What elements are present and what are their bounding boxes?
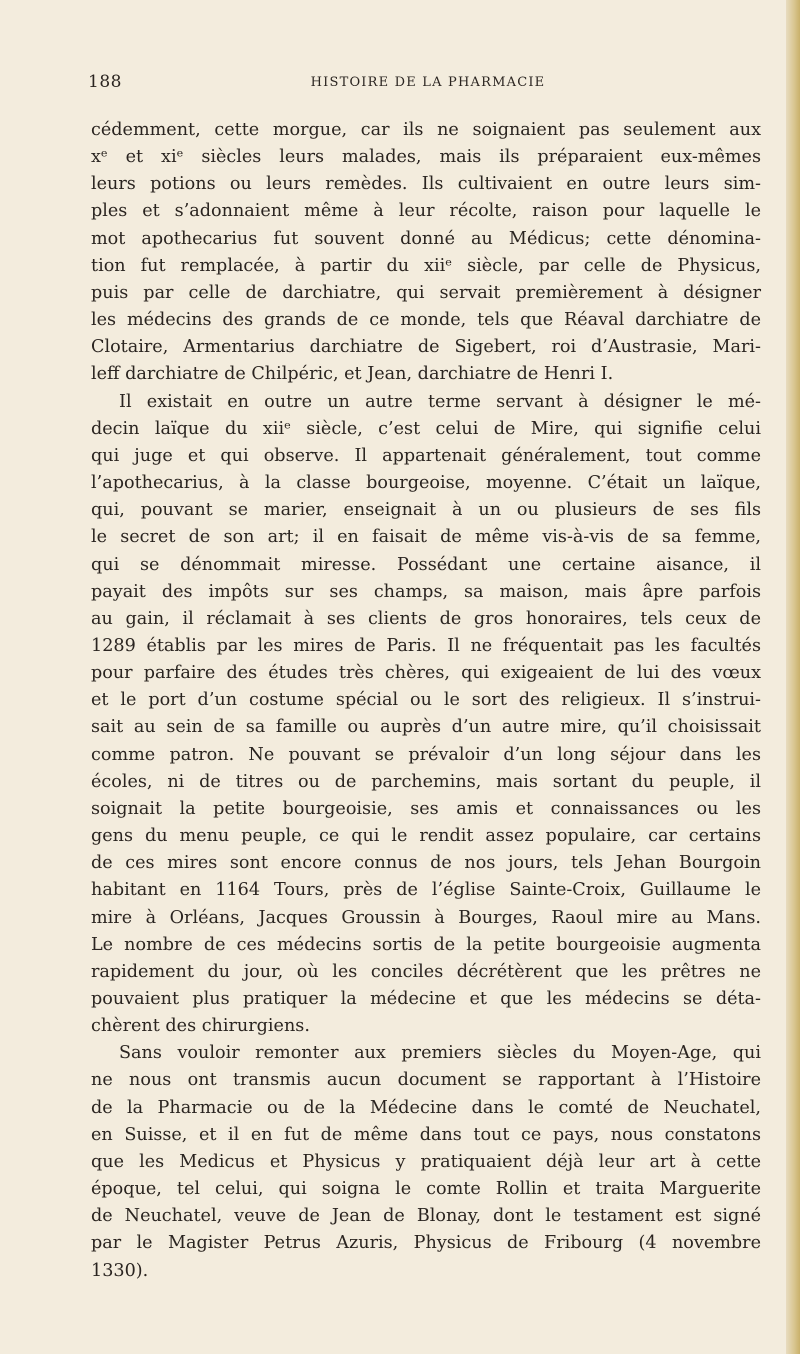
running-head xyxy=(88,72,768,96)
text-line: 1330). xyxy=(91,1260,149,1281)
text-line: leff darchiatre de Chilpéric, et Jean, darchiatre de Henri I. xyxy=(91,364,614,385)
text-line: et le port d’un costume spécial ou le sort des religieux. Il s’instrui- xyxy=(91,690,761,711)
text-line: Clotaire, Armentarius darchiatre de Sigebert, roi d’Austrasie, Mari- xyxy=(91,337,761,358)
text-line: pour parfaire des études très chères, qui exigeaient de lui des vœux xyxy=(91,663,761,684)
text-line: ples et s’adonnaient même à leur récolte, raison pour laquelle le xyxy=(91,201,761,222)
text-line: de Neuchatel, veuve de Jean de Blonay, dont le testament est signé xyxy=(91,1206,761,1227)
text-line: Le nombre de ces médecins sortis de la petite bourgeoisie augmenta xyxy=(91,934,761,955)
text-line: qui se dénommait miresse. Possédant une certaine aisance, il xyxy=(91,554,761,575)
text-line: leurs potions ou leurs remèdes. Ils cultivaient en outre leurs sim- xyxy=(91,174,761,195)
text-line: comme patron. Ne pouvant se prévaloir d’un long séjour dans les xyxy=(91,744,761,765)
text-line: ne nous ont transmis aucun document se rapportant à l’Histoire xyxy=(91,1070,761,1091)
text-line: payait des impôts sur ses champs, sa maison, mais âpre parfois xyxy=(91,581,761,602)
text-line: le secret de son art; il en faisait de même vis-à-vis de sa femme, xyxy=(91,527,761,548)
text-line: chèrent des chirurgiens. xyxy=(91,1016,310,1037)
text-line: mot apothecarius fut souvent donné au Médicus; cette dénomina- xyxy=(91,228,761,249)
text-line: qui, pouvant se marier, enseignait à un ou plusieurs de ses fils xyxy=(91,500,761,521)
text-line: qui juge et qui observe. Il appartenait généralement, tout comme xyxy=(91,445,761,466)
text-line: écoles, ni de titres ou de parchemins, mais sortant du peuple, il xyxy=(91,771,761,792)
text-line: que les Medicus et Physicus y pratiquaient déjà leur art à cette xyxy=(91,1151,761,1172)
running-title: HISTOIRE DE LA PHARMACIE xyxy=(310,75,546,90)
text-line: en Suisse, et il en fut de même dans tout ce pays, nous constatons xyxy=(91,1124,761,1145)
text-line: au gain, il réclamait à ses clients de gros honoraires, tels ceux de xyxy=(91,608,761,629)
text-line: sait au sein de sa famille ou auprès d’un autre mire, qu’il choisissait xyxy=(91,717,761,738)
body-text xyxy=(91,117,761,1285)
text-line: par le Magister Petrus Azuris, Physicus de Fribourg (4 novembre xyxy=(91,1233,761,1254)
text-line: habitant en 1164 Tours, près de l’église Sainte-Croix, Guillaume le xyxy=(91,880,761,901)
text-line: xᵉ et xiᵉ siècles leurs malades, mais ils préparaient eux-mêmes xyxy=(91,147,761,168)
text-line: decin laïque du xiiᵉ siècle, c’est celui de Mire, qui signifie celui xyxy=(91,418,761,439)
text-line: l’apothecarius, à la classe bourgeoise, moyenne. C’était un laïque, xyxy=(91,473,761,494)
text-line: gens du menu peuple, ce qui le rendit assez populaire, car certains xyxy=(91,826,761,847)
text-line: pouvaient plus pratiquer la médecine et que les médecins se déta- xyxy=(91,989,761,1009)
text-line: soignait la petite bourgeoisie, ses amis et connaissances ou les xyxy=(91,798,761,819)
text-line: de ces mires sont encore connus de nos jours, tels Jehan Bourgoin xyxy=(91,853,761,874)
text-line: tion fut remplacée, à partir du xiiᵉ siècle, par celle de Physicus, xyxy=(91,255,761,276)
text-line: Sans vouloir remonter aux premiers siècles du Moyen-Age, qui xyxy=(119,1043,761,1064)
text-line: époque, tel celui, qui soigna le comte Rollin et traita Marguerite xyxy=(91,1179,761,1200)
text-line: les médecins des grands de ce monde, tels que Réaval darchiatre de xyxy=(91,310,761,331)
text-line: cédemment, cette morgue, car ils ne soignaient pas seulement aux xyxy=(91,120,761,140)
text-line: 1289 établis par les mires de Paris. Il ne fréquentait pas les facultés xyxy=(91,635,761,656)
page-number: 188 xyxy=(88,72,122,92)
text-line: Il existait en outre un autre terme servant à désigner le mé- xyxy=(119,391,761,412)
page-edge xyxy=(786,0,800,1354)
text-line: puis par celle de darchiatre, qui servait premièrement à désigner xyxy=(91,282,761,303)
text-line: de la Pharmacie ou de la Médecine dans le comté de Neuchatel, xyxy=(91,1097,761,1118)
text-line: rapidement du jour, où les conciles décrétèrent que les prêtres ne xyxy=(91,961,761,982)
text-line: mire à Orléans, Jacques Groussin à Bourges, Raoul mire au Mans. xyxy=(91,907,761,928)
